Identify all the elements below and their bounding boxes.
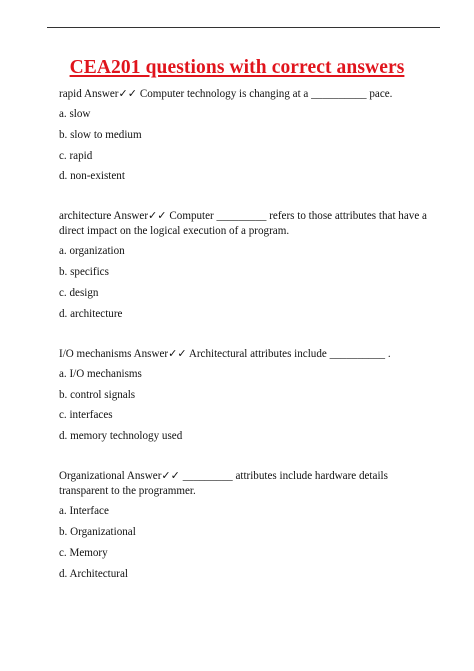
question-3-option-b: b. control signals: [59, 388, 136, 401]
question-4-option-b: b. Organizational: [59, 525, 136, 538]
question-4-option-a: a. Interface: [59, 505, 109, 518]
question-1-option-a: a. slow: [59, 108, 91, 120]
question-2-option-d: d. architecture: [59, 307, 123, 320]
question-1-option-d: d. non-existent: [59, 170, 125, 183]
question-4: [59, 469, 435, 581]
question-list: [59, 87, 435, 582]
question-1-option-b: b. slow to medium: [59, 128, 142, 141]
question-2-option-a: a. organization: [59, 245, 125, 258]
question-4-option-d: d. Architectural: [59, 567, 128, 580]
header-rule: [47, 27, 440, 28]
question-2-prompt: architecture Answer✓✓ Computer _________ refers to those attributes that have a direct impact on the logical execution of a program.: [59, 210, 427, 238]
question-3-option-c: c. interfaces: [59, 409, 113, 422]
question-1: [59, 87, 435, 184]
document-title: CEA201 questions with correct answers: [69, 57, 405, 78]
question-3-option-a: a. I/O mechanisms: [59, 367, 142, 380]
question-2-option-c: c. design: [59, 286, 99, 299]
question-3-option-d: d. memory technology used: [59, 430, 183, 443]
question-4-prompt: Organizational Answer✓✓ _________ attributes include hardware details transparent to the programmer.: [59, 470, 388, 498]
question-2: [59, 209, 435, 321]
question-1-option-c: c. rapid: [59, 149, 93, 162]
question-3: [59, 347, 435, 444]
question-3-prompt: I/O mechanisms Answer✓✓ Architectural attributes include __________ .: [59, 347, 391, 360]
question-4-option-c: c. Memory: [59, 546, 108, 559]
question-2-option-b: b. specifics: [59, 266, 109, 279]
question-1-prompt: rapid Answer✓✓ Computer technology is changing at a __________ pace.: [59, 88, 393, 100]
